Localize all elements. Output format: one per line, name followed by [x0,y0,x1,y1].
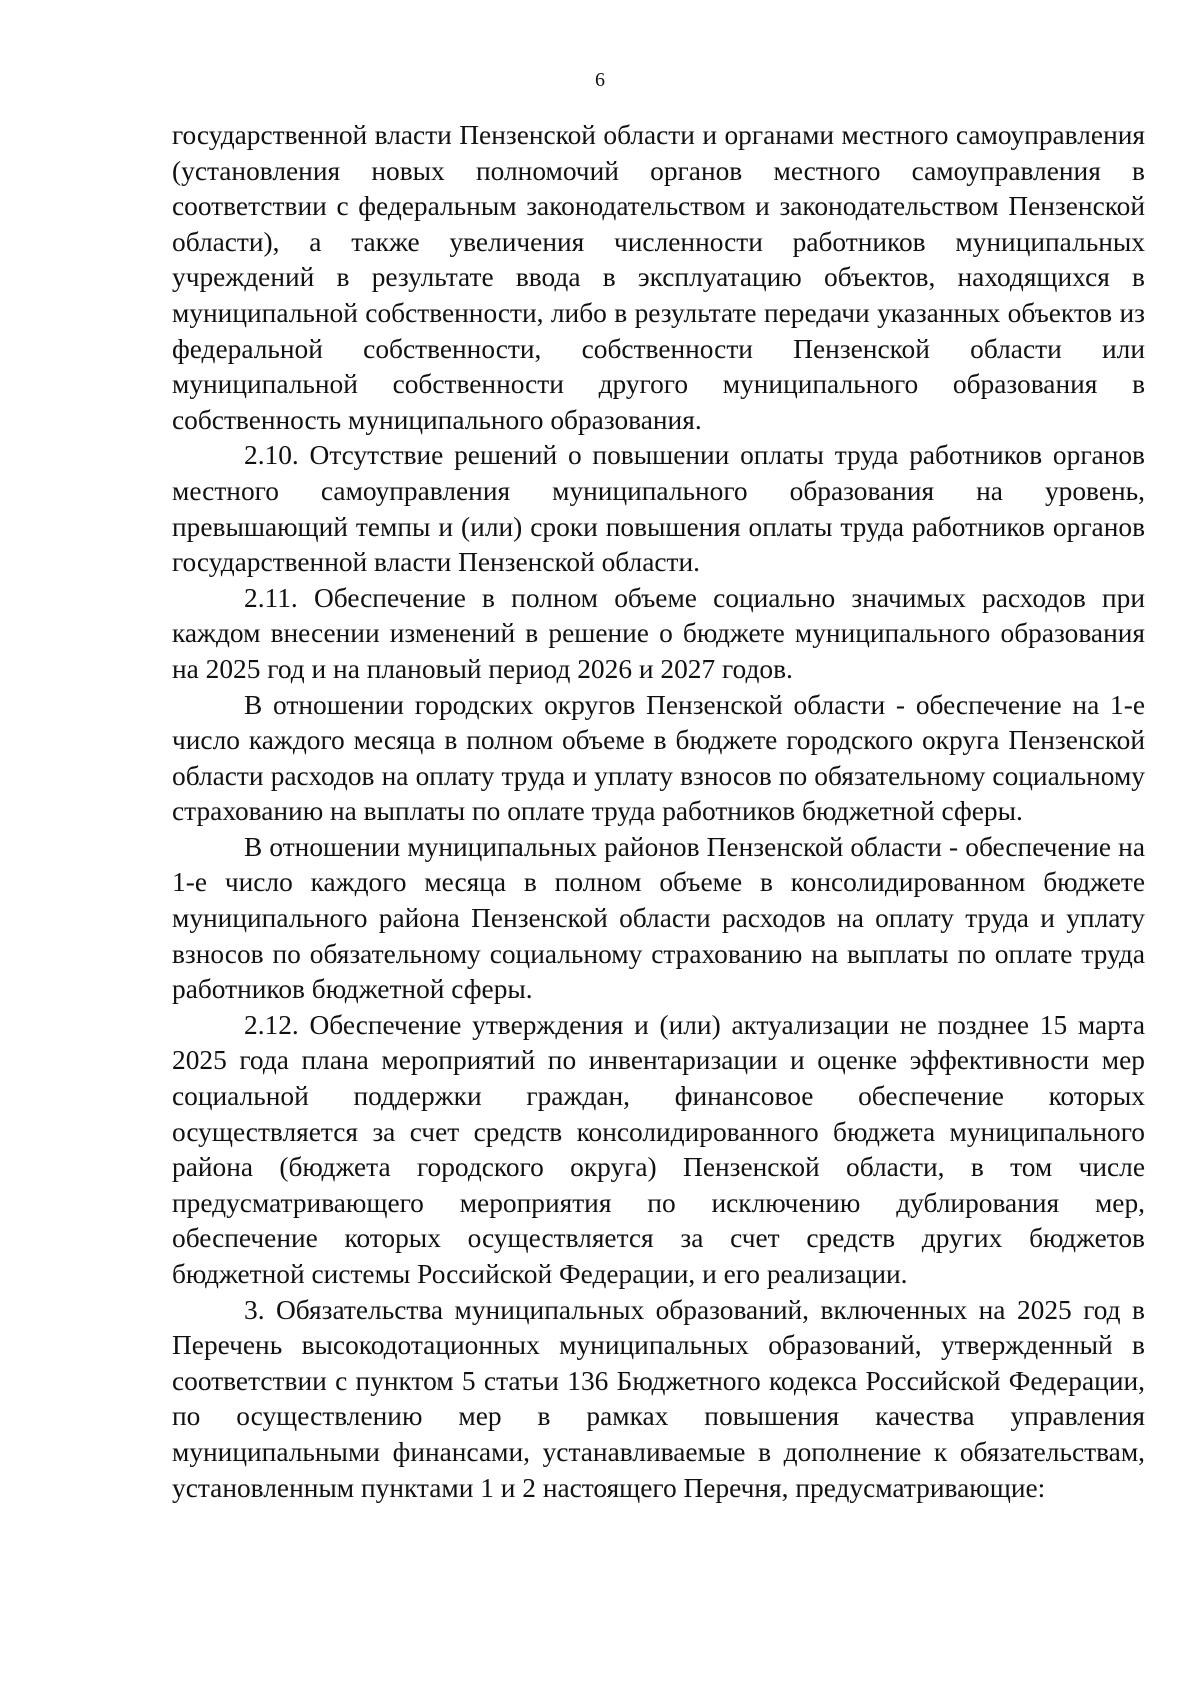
page-number: 6 [595,69,605,91]
paragraph-3: 3. Обязательства муниципальных образований, включенных на 2025 год в Перечень высокодотационных муниципальных образований, утвержденный в соответствии с пунктом 5 статьи 136 Бюджетного кодекса Российской Федерации, по осуществлению мер в рамках повышения качества управления муниципальными финансами, устанавливаемые в дополнение к обязательствам, установленным пунктами 1 и 2 настоящего Перечня, предусматривающие: [172,1294,1145,1503]
paragraph-municipal-districts: В отношении муниципальных районов Пензенской области - обеспечение на 1-е число каждого месяца в полном объеме в консолидированном бюджете муниципального района Пензенской области расходов на оплату труда и уплату взносов по обязательному социальному страхованию на выплаты по оплате труда работников бюджетной сферы. [172,831,1145,1005]
document-body [172,118,1145,1506]
paragraph-2-10: 2.10. Отсутствие решений о повышении оплаты труда работников органов местного самоуправления муниципального образования на уровень, превышающий темпы и (или) сроки повышения оплаты труда работников органов государственной власти Пензенской области. [172,440,1145,578]
paragraph-2-12: 2.12. Обеспечение утверждения и (или) актуализации не позднее 15 марта 2025 года плана мероприятий по инвентаризации и оценке эффективности мер социальной поддержки граждан, финансовое обеспечение которых осуществляется за счет средств консолидированного бюджета муниципального района (бюджета городского округа) Пензенской области, в том числе предусматривающего мероприятия по исключению дублирования мер, обеспечение которых осуществляется за счет средств других бюджетов бюджетной системы Российской Федерации, и его реализации. [172,1009,1145,1289]
paragraph-continuation: государственной власти Пензенской области и органами местного самоуправления (установления новых полномочий органов местного самоуправления в соответствии с федеральным законодательством и законодательством Пензенской области), а также увеличения численности работников муниципальных учреждений в результате ввода в эксплуатацию объектов, находящихся в муниципальной собственности, либо в результате передачи указанных объектов из федеральной собственности, собственности Пензенской области или муниципальной собственности другого муниципального образования в собственность муниципального образования. [172,120,1145,435]
paragraph-urban-districts: В отношении городских округов Пензенской области - обеспечение на 1-е число каждого месяца в полном объеме в бюджете городского округа Пензенской области расходов на оплату труда и уплату взносов по обязательному социальному страхованию на выплаты по оплате труда работников бюджетной сферы. [172,689,1145,827]
paragraph-2-11: 2.11. Обеспечение в полном объеме социально значимых расходов при каждом внесении изменений в решение о бюджете муниципального образования на 2025 год и на плановый период 2026 и 2027 годов. [172,582,1145,684]
